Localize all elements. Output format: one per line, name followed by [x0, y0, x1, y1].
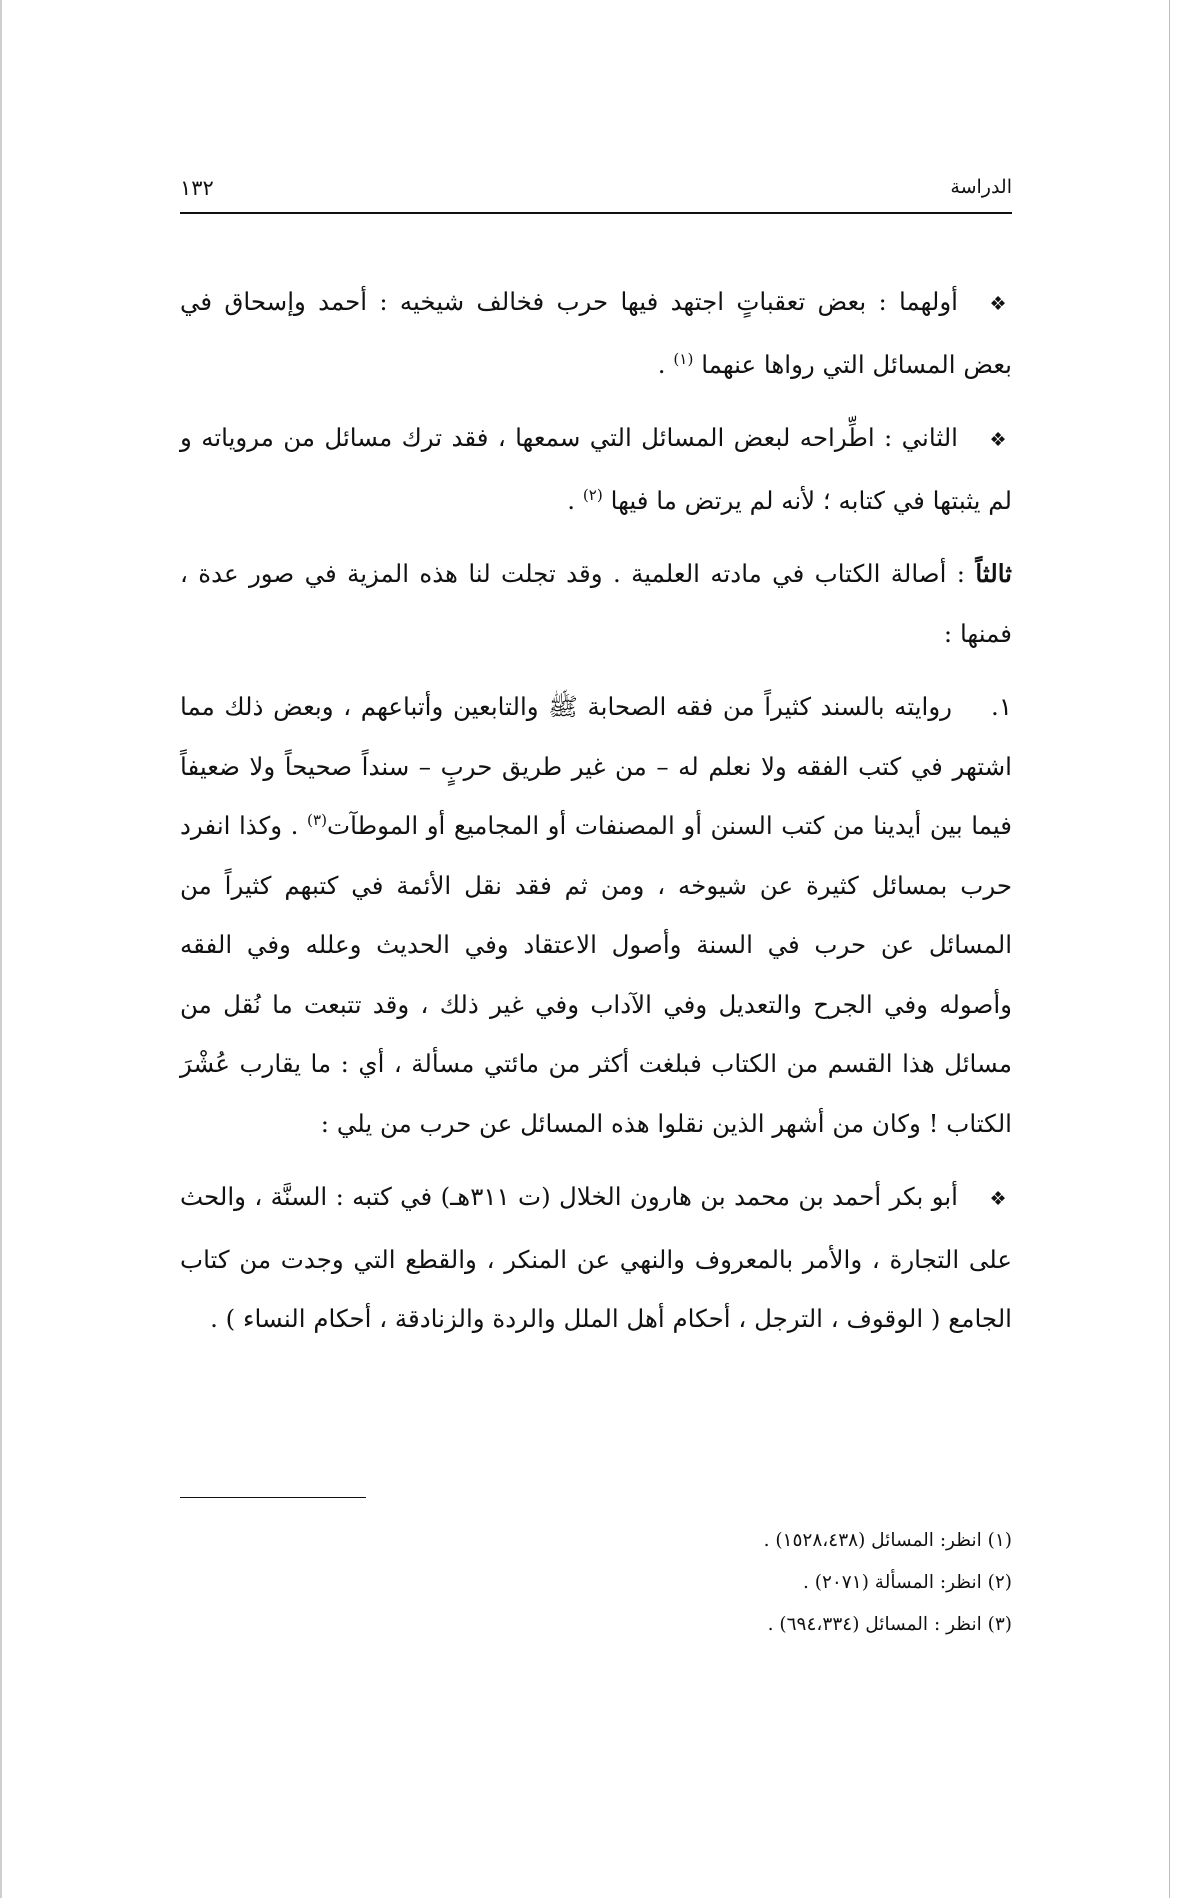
bullet-diamond-icon: ❖ — [989, 293, 1007, 315]
footnote-ref-1: (١) — [673, 349, 694, 368]
bullet-diamond-icon: ❖ — [989, 1188, 1007, 1210]
scan-edge-left — [0, 0, 2, 1898]
header-title: الدراسة — [950, 176, 1012, 198]
bullet-diamond-icon: ❖ — [989, 429, 1007, 451]
paragraph-1-end: . — [657, 349, 674, 379]
footnote-1: (١) انظر: المسائل (١٥٢٨،٤٣٨) . — [763, 1530, 1012, 1551]
body-text — [180, 272, 1012, 1363]
header-rule — [180, 212, 1012, 214]
footnotes — [180, 1520, 1012, 1646]
footnote-2: (٢) انظر: المسألة (٢٠٧١) . — [802, 1572, 1012, 1593]
paragraph-1-text: أولهما : بعض تعقباتٍ اجتهد فيها حرب فخالف شيخيه : أحمد وإسحاق في بعض المسائل التي رواها عنهما — [180, 287, 1012, 379]
footnote-3: (٣) انظر : المسائل (٦٩٤،٣٣٤) . — [767, 1614, 1012, 1635]
paragraph-3 — [180, 544, 1012, 663]
footnote-ref-2: (٢) — [582, 485, 603, 504]
paragraph-2 — [180, 408, 1012, 530]
book-page — [180, 0, 1012, 1898]
scan-edge-right — [1169, 0, 1170, 1898]
footnote-rule — [180, 1497, 366, 1498]
paragraph-4-text-a: روايته بالسند كثيراً من فقه الصحابة ﷺ والتابعين وأتباعهم ، وبعض ذلك مما اشتهر في كتب الفقه ولا نعلم له – من غير طريق حربٍ – سنداً صحيحاً ولا ضعيفاً فيما بين أيدينا من كتب السنن أو المصنفات أو المجاميع أو الموطآت — [180, 692, 1012, 840]
page-number: ١٣٢ — [180, 176, 214, 200]
paragraph-4 — [180, 677, 1012, 1153]
paragraph-5 — [180, 1167, 1012, 1349]
footnote-ref-3: (٣) — [307, 810, 328, 829]
paragraph-4-text-b: . وكذا انفرد حرب بمسائل كثيرة عن شيوخه ، ومن ثم فقد نقل الأئمة في كتبهم كثيراً من المسائل عن حرب في السنة وأصول الاعتقاد وفي الحديث وعلله وفي الفقه وأصوله وفي الجرح والتعديل وفي الآداب وفي غير ذلك ، وقد تتبعت ما نُقل من مسائل هذا القسم من الكتاب فبلغت أكثر من مائتي مسألة ، أي : ما يقارب عُشْرَ الكتاب ! وكان من أشهر الذين نقلوا هذه المسائل عن حرب من يلي : — [180, 811, 1012, 1138]
list-number: ١. — [991, 692, 1012, 721]
section-label: ثالثاً — [975, 559, 1012, 588]
paragraph-3-text: : أصالة الكتاب في مادته العلمية . وقد تجلت لنا هذه المزية في صور عدة ، فمنها : — [180, 559, 1012, 648]
paragraph-1 — [180, 272, 1012, 394]
running-header — [180, 176, 1012, 212]
paragraph-2-text: الثاني : اطِّراحه لبعض المسائل التي سمعها ، فقد ترك مسائل من مروياته و لم يثبتها في كتابه ؛ لأنه لم يرتض ما فيها — [180, 423, 1012, 515]
paragraph-5-text: أبو بكر أحمد بن محمد بن هارون الخلال (ت ٣١١هـ) في كتبه : السنَّة ، والحث على التجارة ، والأمر بالمعروف والنهي عن المنكر ، والقطع التي وجدت من كتاب الجامع ( الوقوف ، الترجل ، أحكام أهل الملل والردة والزنادقة ، أحكام النساء ) . — [180, 1182, 1012, 1333]
paragraph-2-end: . — [567, 485, 583, 515]
